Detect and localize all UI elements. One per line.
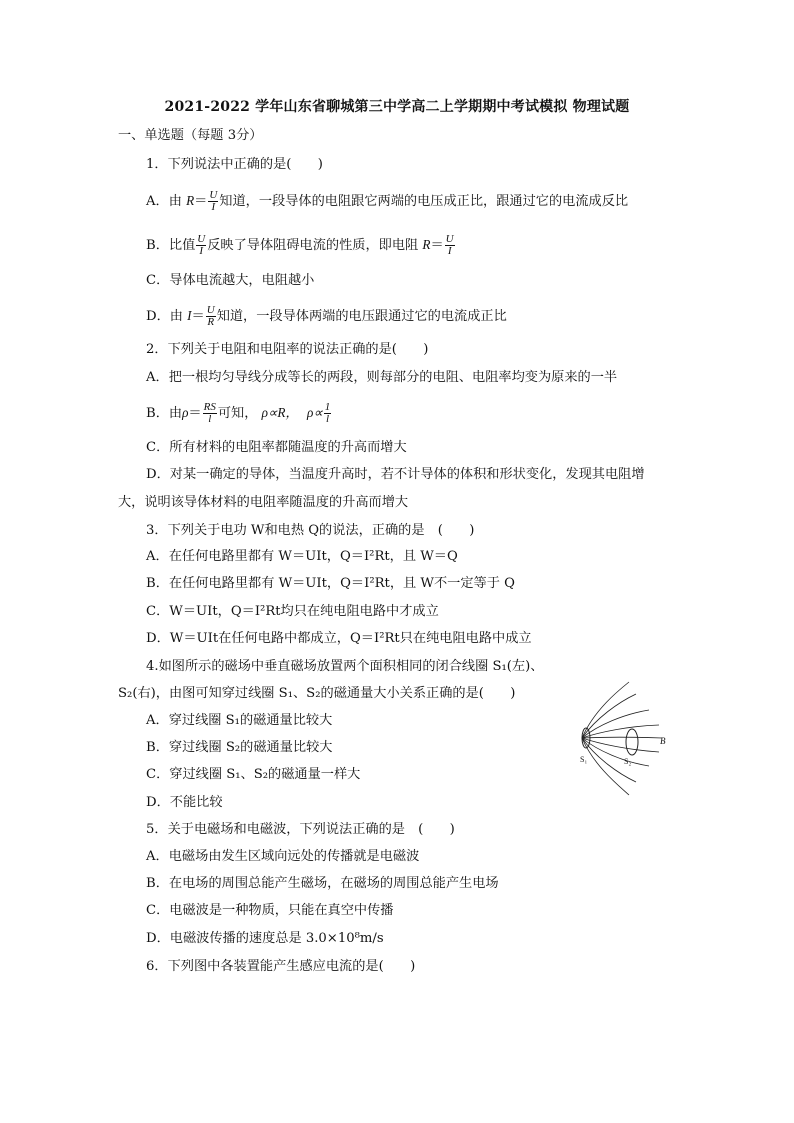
q2-option-c: C．所有材料的电阻率都随温度的升高而增大 — [146, 440, 407, 455]
fraction: $\frac{U}{I}$ — [197, 233, 206, 257]
label-b: B — [660, 736, 666, 746]
q2-option-d-line2: 大，说明该导体材料的电阻率随温度的升高而增大 — [118, 495, 409, 510]
q5-option-b: B．在电场的周围总能产生磁场，在磁场的周围总能产生电场 — [146, 876, 499, 891]
magnetic-field-figure — [574, 680, 684, 798]
q4-option-d: D．不能比较 — [146, 795, 223, 810]
q1-option-d: D．由 I＝ $\frac{U}{R}$ 知道，一段导体两端的电压跟通过它的电流成正比 — [146, 304, 507, 328]
q1-option-b: B．比值 $\frac{U}{I}$ 反映了导体阻碍电流的性质，即电阻 R＝ $\frac{U}{I}$ — [146, 233, 454, 257]
label-s2: S₂ — [624, 757, 632, 766]
q4-option-b: B．穿过线圈 S₂的磁通量比较大 — [146, 740, 333, 755]
fraction: $\frac{U}{I}$ — [209, 189, 218, 213]
page-title: 2021-2022 学年山东省聊城第三中学高二上学期期中考试模拟 物理试题 — [164, 99, 630, 115]
fraction: $\frac{U}{I}$ — [445, 233, 454, 257]
q3-option-b: B．在任何电路里都有 W＝UIt，Q＝I²Rt，且 W不一定等于 Q — [146, 576, 515, 591]
field-lines — [582, 682, 662, 795]
section-heading: 一、单选题（每题 3分） — [118, 128, 263, 143]
q5-option-a: A．电磁场由发生区域向远处的传播就是电磁波 — [146, 849, 420, 864]
fraction: $\frac{RS}{l}$ — [203, 401, 216, 425]
q2-option-b: B．由ρ＝ $\frac{RS}{l}$ 可知， ρ∝R， ρ∝ $\frac{1}{l}$ — [146, 401, 331, 425]
q1-option-c: C．导体电流越大，电阻越小 — [146, 273, 315, 288]
q6-stem: 6．下列图中各装置能产生感应电流的是( ) — [146, 959, 416, 974]
q4-stem-line1: 4.如图所示的磁场中垂直磁场放置两个面积相同的闭合线圈 S₁(左)、 — [146, 659, 544, 674]
q4-option-a: A．穿过线圈 S₁的磁通量比较大 — [146, 713, 333, 728]
q2-stem: 2．下列关于电阻和电阻率的说法正确的是( ) — [146, 342, 429, 357]
q3-option-d: D．W＝UIt在任何电路中都成立，Q＝I²Rt只在纯电阻电路中成立 — [146, 631, 532, 646]
q4-option-c: C．穿过线圈 S₁、S₂的磁通量一样大 — [146, 767, 361, 782]
q2-option-d-line1: D．对某一确定的导体，当温度升高时，若不计导体的体积和形状变化，发现其电阻增 — [146, 467, 645, 482]
q3-option-c: C．W＝UIt，Q＝I²Rt均只在纯电阻电路中才成立 — [146, 604, 439, 619]
q5-option-d: D．电磁波传播的速度总是 3.0×10⁸m/s — [146, 931, 384, 946]
coil-s2 — [626, 729, 638, 755]
q5-option-c: C．电磁波是一种物质，只能在真空中传播 — [146, 903, 394, 918]
q5-stem: 5．关于电磁场和电磁波，下列说法正确的是 ( ) — [146, 822, 455, 837]
q4-stem-line2: S₂(右)，由图可知穿过线圈 S₁、S₂的磁通量大小关系正确的是( ) — [118, 686, 516, 701]
q2-option-a: A．把一根均匀导线分成等长的两段，则每部分的电阻、电阻率均变为原来的一半 — [146, 370, 618, 385]
q3-option-a: A．在任何电路里都有 W＝UIt，Q＝I²Rt，且 W＝Q — [146, 549, 458, 564]
fraction: $\frac{1}{l}$ — [324, 401, 331, 425]
label-s1: S₁ — [580, 755, 588, 764]
fraction: $\frac{U}{R}$ — [206, 304, 215, 328]
q1-option-a: A．由 R＝ $\frac{U}{I}$ 知道，一段导体的电阻跟它两端的电压成正比，跟通过它的电流成反比 — [146, 189, 629, 213]
q1-stem: 1．下列说法中正确的是( ) — [146, 157, 323, 172]
q3-stem: 3．下列关于电功 W和电热 Q的说法，正确的是 ( ) — [146, 523, 475, 538]
